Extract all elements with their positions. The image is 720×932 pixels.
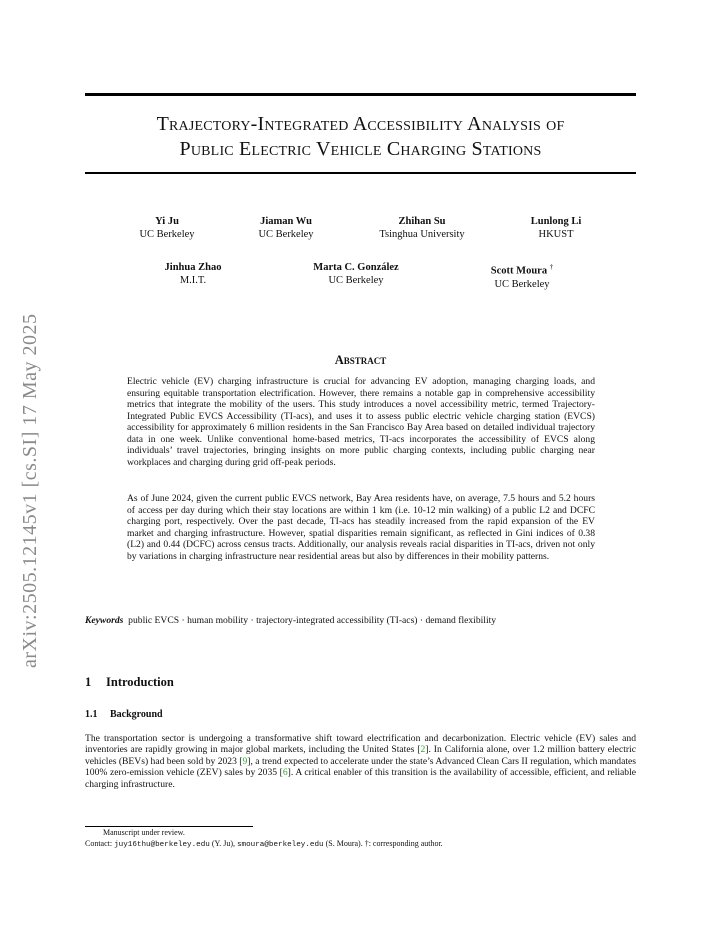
author-affiliation: HKUST <box>538 229 574 240</box>
arxiv-stamp: arXiv:2505.12145v1 [cs.SI] 17 May 2025 <box>19 313 41 668</box>
author-name: Marta C. González <box>313 262 399 273</box>
author-block <box>236 215 336 241</box>
footnote-contact: Contact: juy16thu@berkeley.edu (Y. Ju), smoura@berkeley.edu (S. Moura). †: corresponding author. <box>85 839 443 849</box>
body-paragraph: The transportation sector is undergoing a transformative shift toward electrification and decarbonization. Electric vehicle (EV) sales and inventories are rapidly growing in major global markets, including the United States [2]. In California alone, over 1.2 million battery electric vehicles (BEVs) had been sold by 2023 [9], a trend expected to accelerate under the state’s Advanced Clean Cars II regulation, which mandates 100% zero-emission vehicle (ZEV) sales by 2035 [6]. A critical enabler of this transition is the availability of accessible, efficient, and reliable charging infrastructure. <box>85 733 636 790</box>
abstract-paragraph-1: Electric vehicle (EV) charging infrastructure is crucial for advancing EV adoption, managing charging loads, and ensuring equitable transportation electrification. However, there remains a notable gap in comprehensive accessibility metrics that integrate the mobility of the users. This study introduces a novel accessibility metric, termed Trajectory-Integrated Public EVCS Accessibility (TI-acs), and uses it to assess public electric vehicle charging station (EVCS) accessibility for approximately 6 million residents in the San Francisco Bay Area based on detailed individual trajectory data in one week. Unlike conventional home-based metrics, TI-acs incorporates the accessibility of EVCS along individuals’ travel trajectories, bringing insights on more public charging contexts, including public charging near workplaces and charging during grid off-peak periods. <box>127 376 595 468</box>
keywords <box>85 615 636 627</box>
subsection-title: Background <box>110 709 163 720</box>
author-block <box>143 261 243 287</box>
section-heading-introduction <box>85 675 174 690</box>
author-block <box>506 215 606 241</box>
author-name: Lunlong Li <box>530 216 582 227</box>
author-block <box>296 261 416 287</box>
author-name: Yi Ju <box>155 216 179 227</box>
author-affiliation: UC Berkeley <box>494 278 550 290</box>
section-title: Introduction <box>106 675 174 689</box>
corresponding-mark: † <box>549 263 554 271</box>
citation-link[interactable]: 9 <box>242 755 248 767</box>
author-name: Jinhua Zhao <box>164 262 222 273</box>
title-rule-bottom <box>85 172 636 174</box>
keywords-text: public EVCS · human mobility · trajectory-integrated accessibility (TI-acs) · demand flexibility <box>128 615 497 626</box>
section-number: 1 <box>85 675 92 689</box>
author-affiliation: Tsinghua University <box>379 229 465 240</box>
footnote-manuscript: Manuscript under review. <box>103 828 185 837</box>
citation-link[interactable]: 2 <box>420 744 426 756</box>
author-name: Zhihan Su <box>398 216 446 227</box>
citation-link[interactable]: 6 <box>282 767 288 779</box>
abstract-heading: Abstract <box>334 353 387 367</box>
email-link[interactable]: smoura@berkeley.edu <box>237 841 324 849</box>
subsection-heading-background <box>85 709 163 720</box>
author-affiliation: UC Berkeley <box>258 229 314 240</box>
author-block <box>472 261 572 291</box>
author-name: Jiaman Wu <box>260 216 312 227</box>
abstract-paragraph-2: As of June 2024, given the current public EVCS network, Bay Area residents have, on average, 7.5 hours and 5.2 hours of access per day during which their stay locations are within 1 km (i.e. 10-12 min walking) of a public L2 and DCFC charging port, respectively. Over the past decade, TI-acs has steadily increased from the rapid expansion of the EV market and charging infrastructure. However, spatial disparities remain significant, as reflected in Gini indices of 0.38 (L2) and 0.44 (DCFC) across census tracts. Additionally, our analysis reveals racial disparities in TI-acs, driven not only by variations in charging infrastructure near residential areas but also by differences in their mobility patterns. <box>127 493 595 562</box>
author-block <box>362 215 482 241</box>
author-affiliation: M.I.T. <box>179 275 207 286</box>
author-name: Scott Moura † <box>490 263 554 277</box>
author-block <box>117 215 217 241</box>
author-affiliation: UC Berkeley <box>328 275 384 286</box>
footnote-rule <box>85 826 253 827</box>
author-affiliation: UC Berkeley <box>139 229 195 240</box>
title-line-2: Public Electric Vehicle Charging Stations <box>179 138 542 160</box>
paper-title <box>85 112 636 162</box>
email-link[interactable]: juy16thu@berkeley.edu <box>114 841 210 849</box>
subsection-number: 1.1 <box>85 709 98 720</box>
title-line-1: Trajectory-Integrated Accessibility Analysis of <box>156 113 565 135</box>
keywords-label: Keywords <box>85 615 124 626</box>
title-rule-top <box>85 93 636 96</box>
